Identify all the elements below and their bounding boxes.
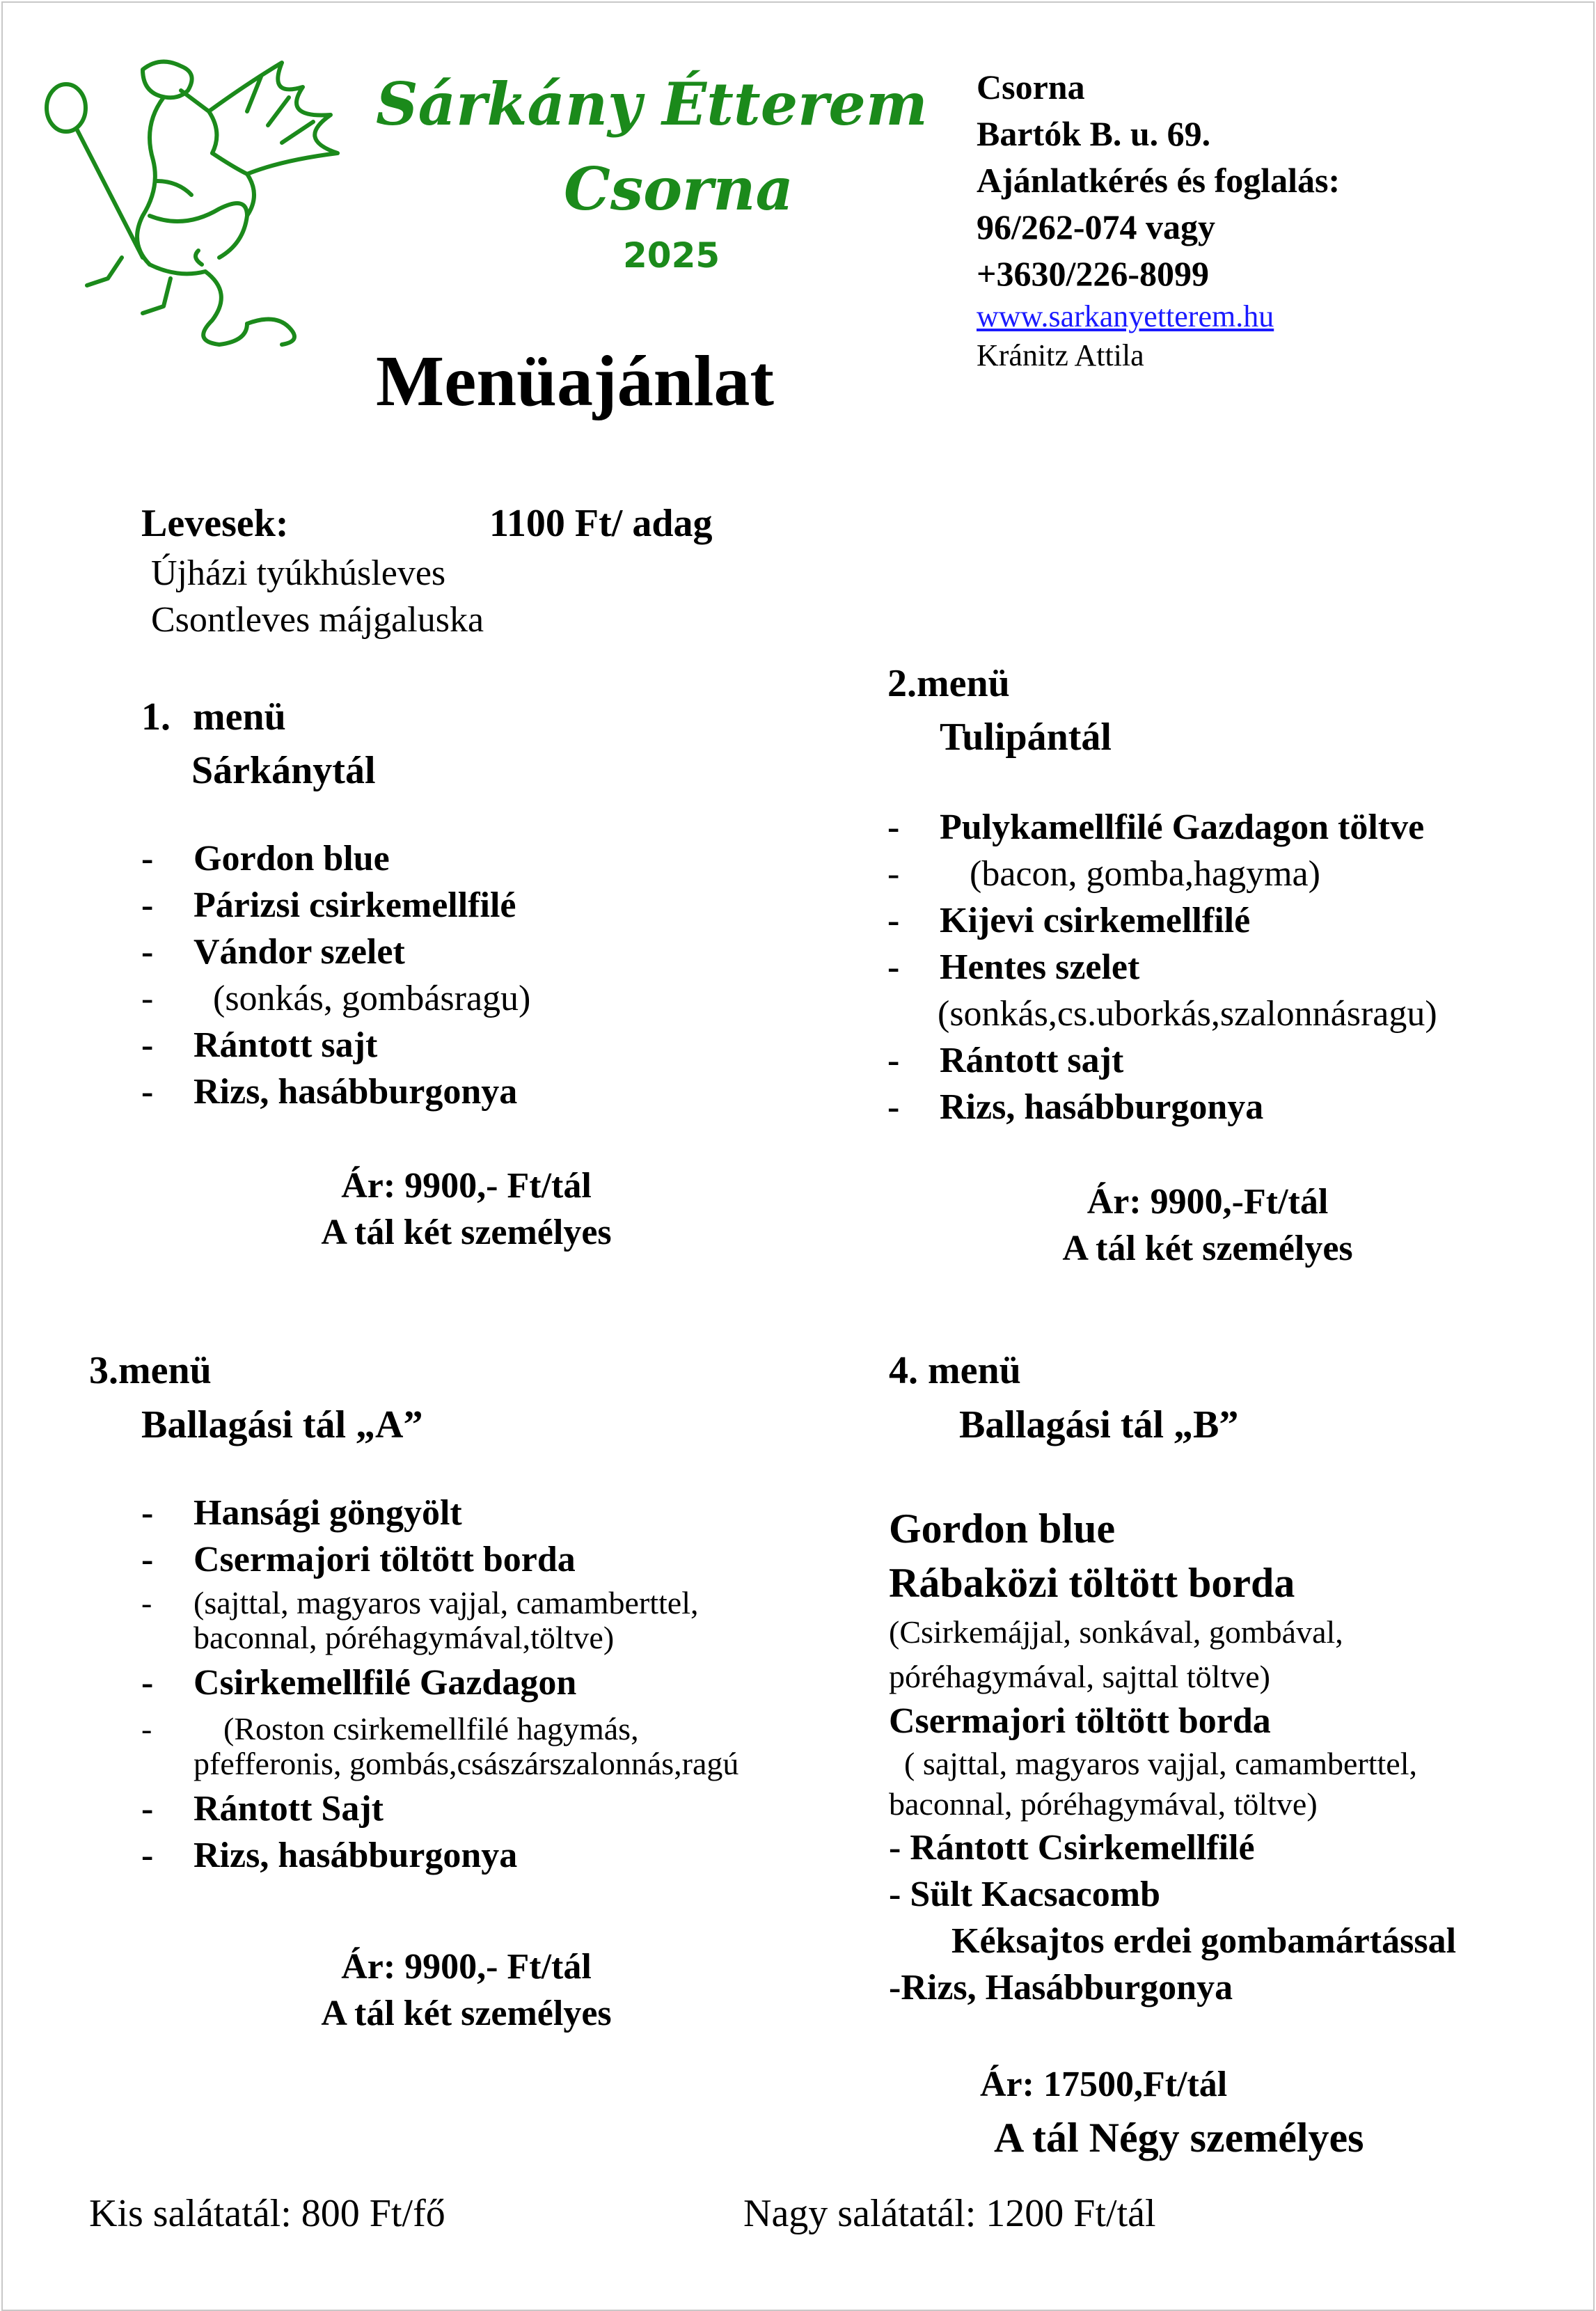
menu1-price [230, 1162, 703, 1256]
bullet-dash: - [141, 1836, 154, 1875]
menu2-items [887, 804, 1437, 1130]
soups-price: 1100 Ft/ adag [489, 502, 713, 545]
item-text: Rántott sajt [940, 1041, 1124, 1080]
list-item [887, 851, 1437, 897]
list-item: - Sült Kacsacomb [889, 1875, 1160, 1914]
list-item [141, 1022, 530, 1068]
item-text: (bacon, gomba,hagyma) [970, 854, 1320, 894]
bullet-dash: - [887, 1087, 900, 1127]
menu1-items [141, 835, 530, 1115]
item-text: Rántott Sajt [193, 1789, 384, 1829]
menu4-persons: A tál Négy személyes [994, 2115, 1364, 2161]
menu3-price [230, 1943, 703, 2037]
list-item [141, 1490, 738, 1536]
list-item [887, 897, 1437, 944]
list-item: póréhagymával, sajttal töltve) [889, 1659, 1270, 1694]
bullet-dash: - [141, 932, 154, 972]
menu3-heading: 3.menü [89, 1349, 212, 1392]
item-text: Gordon blue [193, 839, 390, 878]
bullet-dash: - [141, 1493, 154, 1533]
list-item [141, 1536, 738, 1583]
item-text: Kijevi csirkemellfilé [940, 901, 1251, 940]
list-item: Kéksajtos erdei gombamártással [951, 1921, 1457, 1961]
small-salad-price: Kis salátatál: 800 Ft/fő [89, 2192, 445, 2235]
price-text: Ár: 9900,- Ft/tál [341, 1166, 592, 1206]
item-text: (sonkás,cs.uborkás,szalonnásragu) [938, 994, 1437, 1034]
persons-text: A tál két személyes [321, 1213, 612, 1252]
list-item [141, 1068, 530, 1115]
bullet-dash: - [887, 807, 900, 847]
item-text: (sajttal, magyaros vajjal, camamberttel, [193, 1585, 699, 1620]
list-item [887, 1084, 1437, 1130]
soup-item: Újházi tyúkhúsleves [151, 553, 446, 593]
list-item [141, 1659, 738, 1706]
website-link[interactable]: www.sarkanyetterem.hu [977, 299, 1274, 333]
bullet-dash: - [887, 947, 900, 987]
list-item [141, 929, 530, 975]
menu1-number: 1. [141, 695, 171, 739]
brand-city: Csorna [564, 155, 793, 223]
persons-text: A tál két személyes [1062, 1229, 1353, 1268]
list-item: - Rántott Csirkemellfilé [889, 1828, 1255, 1868]
brand-name: Sárkány Étterem [376, 70, 928, 139]
soups-heading: Levesek: [141, 502, 289, 545]
bullet-dash: - [141, 839, 154, 878]
list-item [141, 1712, 738, 1746]
contact-phone-1: 96/262-074 vagy [977, 207, 1216, 246]
list-item: ( sajttal, magyaros vajjal, camamberttel, [904, 1746, 1417, 1781]
contact-person: Kránitz Attila [977, 338, 1144, 372]
item-text: Rizs, hasábburgonya [193, 1836, 518, 1875]
bullet-dash: - [141, 979, 154, 1018]
menu1-label: menü [193, 695, 286, 739]
list-item [887, 1037, 1437, 1084]
soup-item: Csontleves májgaluska [151, 600, 484, 640]
bullet-dash: - [141, 1585, 152, 1620]
bullet-dash: - [141, 1025, 154, 1065]
list-item [887, 804, 1437, 851]
list-item [887, 944, 1437, 991]
item-text: Csirkemellfilé Gazdagon [193, 1663, 577, 1703]
item-text: (Roston csirkemellfilé hagymás, [223, 1711, 639, 1746]
price-text: Ár: 9900,-Ft/tál [1087, 1182, 1329, 1222]
list-item: Csermajori töltött borda [889, 1701, 1271, 1741]
contact-booking-label: Ajánlatkérés és foglalás: [977, 161, 1341, 200]
menu3-name: Ballagási tál „A” [141, 1403, 423, 1446]
item-text: Vándor szelet [193, 932, 405, 972]
price-text: Ár: 9900,- Ft/tál [341, 1947, 592, 1987]
list-item [887, 991, 1437, 1037]
list-item [141, 975, 530, 1022]
bullet-dash: - [141, 1540, 154, 1579]
bullet-dash: - [141, 1663, 154, 1703]
item-text: Hansági göngyölt [193, 1493, 462, 1533]
list-item [141, 882, 530, 929]
list-item: baconnal, póréhagymával, töltve) [889, 1786, 1318, 1822]
contact-phone-2: +3630/226-8099 [977, 254, 1210, 293]
item-text: Párizsi csirkemellfilé [193, 885, 516, 925]
dragon-logo-icon [38, 49, 365, 348]
item-text: Hentes szelet [940, 947, 1140, 987]
list-item [141, 1620, 738, 1655]
large-salad-price: Nagy salátatál: 1200 Ft/tál [743, 2192, 1156, 2235]
list-item [141, 1746, 738, 1781]
brand-year: 2025 [623, 235, 720, 276]
contact-city: Csorna [977, 68, 1085, 107]
list-item [141, 1586, 738, 1620]
menu2-heading: 2.menü [887, 662, 1010, 705]
menu2-price [971, 1178, 1444, 1272]
list-item: -Rizs, Hasábburgonya [889, 1968, 1233, 2008]
menu4-name: Ballagási tál „B” [959, 1403, 1239, 1446]
bullet-dash: - [141, 1711, 152, 1746]
item-text: Pulykamellfilé Gazdagon töltve [940, 807, 1425, 847]
list-item [141, 835, 530, 882]
contact-block [977, 64, 1340, 375]
list-item: (Csirkemájjal, sonkával, gombával, [889, 1614, 1343, 1650]
item-text: pfefferonis, gombás,császárszalonnás,ragú [193, 1746, 739, 1781]
menu3-items [141, 1490, 738, 1879]
list-item [141, 1785, 738, 1832]
item-text: baconnal, póréhagymával,töltve) [193, 1620, 615, 1655]
item-text: (sonkás, gombásragu) [213, 979, 531, 1018]
item-text: Rizs, hasábburgonya [193, 1072, 518, 1112]
list-item: Gordon blue [889, 1506, 1116, 1552]
menu1-name: Sárkánytál [191, 749, 376, 792]
list-item: Rábaközi töltött borda [889, 1560, 1295, 1606]
list-item [141, 1832, 738, 1879]
bullet-dash: - [887, 1041, 900, 1080]
contact-address: Bartók B. u. 69. [977, 114, 1211, 153]
item-text: Csermajori töltött borda [193, 1540, 576, 1579]
menu2-name: Tulipántál [940, 716, 1112, 759]
menu4-heading: 4. menü [889, 1349, 1021, 1392]
bullet-dash: - [141, 885, 154, 925]
bullet-dash: - [887, 854, 900, 894]
menu4-items [889, 1501, 1456, 2011]
persons-text: A tál két személyes [321, 1994, 612, 2033]
bullet-dash: - [887, 901, 900, 940]
bullet-dash: - [141, 1789, 154, 1829]
bullet-dash: - [141, 1072, 154, 1112]
item-text: Rizs, hasábburgonya [940, 1087, 1264, 1127]
page-title: Menüajánlat [376, 341, 774, 421]
menu4-price: Ár: 17500,Ft/tál [980, 2065, 1228, 2104]
item-text: Rántott sajt [193, 1025, 378, 1065]
